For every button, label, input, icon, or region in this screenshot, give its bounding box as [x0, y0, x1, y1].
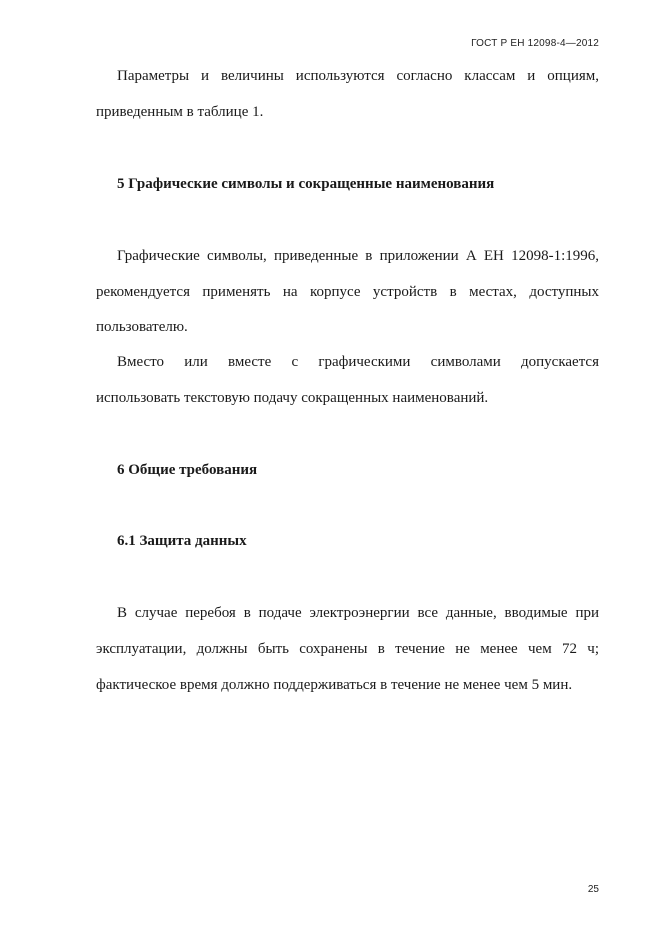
section-6-heading: 6 Общие требования — [117, 462, 258, 478]
section-5-p1-line-3: пользователю. — [96, 319, 188, 335]
intro-line-1: Параметры и величины используются согласно классам и опциям, — [117, 68, 599, 84]
section-5-p1-line-2: рекомендуется применять на корпусе устройств в местах, доступных — [96, 284, 599, 300]
section-5-heading: 5 Графические символы и сокращенные наименования — [117, 176, 495, 192]
section-6-1-p1-line-1: В случае перебоя в подаче электроэнергии все данные, вводимые при — [117, 605, 599, 621]
section-5-p2-line-2: использовать текстовую подачу сокращенных наименований. — [96, 390, 489, 406]
section-6-1-p1-line-3: фактическое время должно поддерживаться в течение не менее чем 5 мин. — [96, 677, 573, 693]
section-6-1-p1-line-2: эксплуатации, должны быть сохранены в течение не менее чем 72 ч; — [96, 641, 599, 657]
document-code-header: ГОСТ Р ЕН 12098-4—2012 — [471, 38, 599, 49]
page-number: 25 — [587, 884, 599, 895]
section-5-p2-line-1: Вместо или вместе с графическими символами допускается — [117, 354, 599, 370]
intro-line-2: приведенным в таблице 1. — [96, 104, 264, 120]
section-6-1-heading: 6.1 Защита данных — [117, 533, 247, 549]
section-5-p1-line-1: Графические символы, приведенные в приложении А ЕН 12098-1:1996, — [117, 248, 599, 264]
